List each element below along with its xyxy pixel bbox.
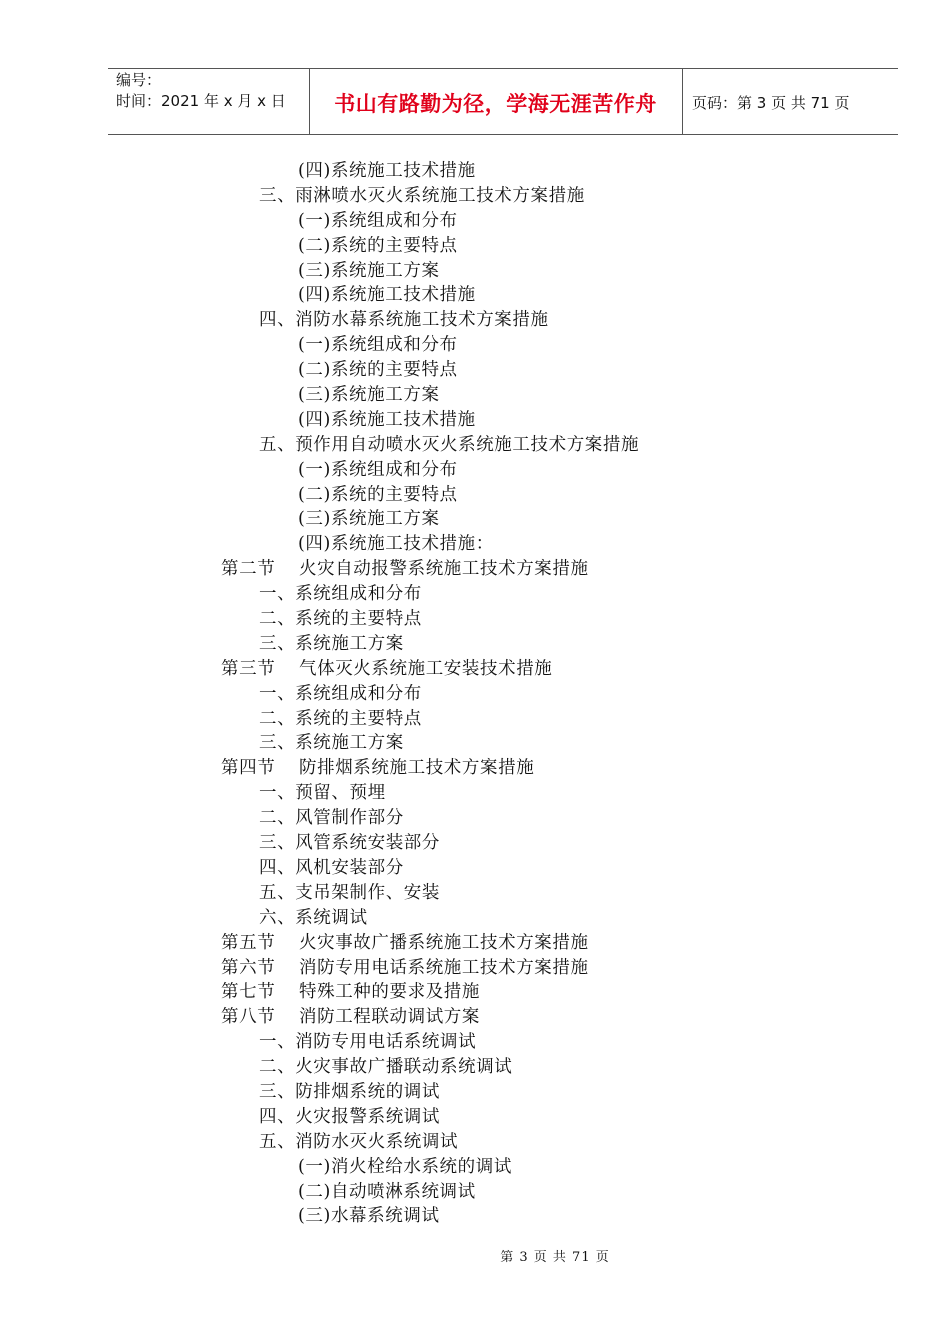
- toc-entry: [0, 781, 950, 806]
- date-label: 时间：2021 年 x 月 x 日: [116, 92, 286, 110]
- toc-entry: [0, 1055, 950, 1080]
- toc-entry: [0, 1130, 950, 1155]
- toc-entry-text: 气体灭火系统施工安装技术措施: [299, 658, 553, 679]
- toc-entry-text: 五、支吊架制作、安装: [259, 882, 440, 903]
- toc-entry-text: 消防工程联动调试方案: [299, 1007, 480, 1028]
- toc-entry: [0, 408, 950, 433]
- toc-entry-text: 一、预留、预埋: [259, 783, 386, 804]
- toc-entry-text: 五、消防水灭火系统调试: [259, 1131, 459, 1152]
- toc-entry: [0, 333, 950, 358]
- toc-entry-text: (二)系统的主要特点: [298, 484, 458, 505]
- toc-entry: [0, 856, 950, 881]
- toc-entry: [0, 731, 950, 756]
- toc-entry: [0, 632, 950, 657]
- toc-entry-text: 五、预作用自动喷水灭火系统施工技术方案措施: [259, 434, 640, 455]
- toc-section-number: 第八节: [221, 1007, 276, 1028]
- toc-entry-text: (一)系统组成和分布: [298, 459, 458, 480]
- toc-entry-text: (一)消火栓给水系统的调试: [298, 1156, 512, 1177]
- toc-entry-text: (二)系统的主要特点: [298, 360, 458, 381]
- toc-entry-text: 特殊工种的要求及措施: [299, 982, 480, 1003]
- toc-entry-text: 三、防排烟系统的调试: [259, 1081, 440, 1102]
- doc-number-label: 编号：: [116, 71, 162, 89]
- toc-entry-text: 防排烟系统施工技术方案措施: [299, 758, 535, 779]
- toc-entry-text: 火灾事故广播系统施工技术方案措施: [299, 932, 589, 953]
- footer-page-number: 第 3 页 共 71 页: [500, 1250, 610, 1265]
- header-divider-right: [682, 68, 683, 134]
- toc-entry: [0, 308, 950, 333]
- toc-entry: [0, 707, 950, 732]
- toc-entry-text: 一、消防专用电话系统调试: [259, 1032, 477, 1053]
- toc-entry: [0, 1204, 950, 1229]
- toc-entry-text: 三、风管系统安装部分: [259, 833, 440, 854]
- toc-entry-text: 消防专用电话系统施工技术方案措施: [299, 957, 589, 978]
- header-top-rule: [108, 68, 898, 69]
- toc-section-number: 第六节: [221, 957, 276, 978]
- toc-entry: [0, 956, 950, 981]
- toc-entry: [0, 1180, 950, 1205]
- toc-entry-text: 四、风机安装部分: [259, 857, 404, 878]
- toc-entry-text: 二、系统的主要特点: [259, 708, 422, 729]
- toc-entry: [0, 1155, 950, 1180]
- toc-entry-text: 四、消防水幕系统施工技术方案措施: [259, 310, 549, 331]
- toc-entry: [0, 507, 950, 532]
- toc-entry: [0, 383, 950, 408]
- toc-entry: [0, 980, 950, 1005]
- toc-section-number: 第二节: [221, 559, 276, 580]
- toc-entry-text: 三、系统施工方案: [259, 733, 404, 754]
- toc-entry: [0, 483, 950, 508]
- toc-entry: [0, 682, 950, 707]
- toc-entry: [0, 1080, 950, 1105]
- toc-section-number: 第七节: [221, 982, 276, 1003]
- toc-entry: [0, 358, 950, 383]
- toc-entry: [0, 906, 950, 931]
- toc-entry: [0, 532, 950, 557]
- toc-entry: [0, 458, 950, 483]
- toc-entry-text: (四)系统施工技术措施: [298, 409, 476, 430]
- table-of-contents: [0, 159, 950, 1229]
- toc-entry: [0, 1105, 950, 1130]
- toc-entry: [0, 831, 950, 856]
- toc-entry: [0, 557, 950, 582]
- toc-entry-text: 三、系统施工方案: [259, 633, 404, 654]
- toc-entry: [0, 259, 950, 284]
- header-meta: [116, 70, 286, 112]
- toc-entry: [0, 1030, 950, 1055]
- toc-entry: [0, 1005, 950, 1030]
- header-motto: 书山有路勤为径，学海无涯苦作舟: [334, 92, 657, 116]
- toc-entry-text: (四)系统施工技术措施: [298, 161, 476, 181]
- toc-entry-text: 一、系统组成和分布: [259, 584, 422, 605]
- header-bottom-rule: [108, 134, 898, 135]
- toc-entry: [0, 756, 950, 781]
- toc-section-number: 第五节: [221, 932, 276, 953]
- toc-entry-text: 一、系统组成和分布: [259, 683, 422, 704]
- toc-entry-text: (一)系统组成和分布: [298, 210, 458, 231]
- toc-entry-text: 四、火灾报警系统调试: [259, 1106, 440, 1127]
- toc-section-number: 第四节: [221, 758, 276, 779]
- toc-entry-text: 二、风管制作部分: [259, 808, 404, 829]
- toc-entry: [0, 607, 950, 632]
- toc-entry: [0, 283, 950, 308]
- toc-entry: [0, 234, 950, 259]
- toc-entry-text: (三)系统施工方案: [298, 509, 440, 530]
- toc-entry-text: (三)系统施工方案: [298, 385, 440, 406]
- toc-entry-text: 二、火灾事故广播联动系统调试: [259, 1057, 513, 1078]
- page-footer: [0, 1246, 950, 1265]
- toc-section-number: 第三节: [221, 658, 276, 679]
- toc-entry-text: (三)系统施工方案: [298, 260, 440, 281]
- toc-entry-text: (四)系统施工技术措施: [298, 285, 476, 306]
- toc-entry-text: 火灾自动报警系统施工技术方案措施: [299, 559, 589, 580]
- toc-entry: [0, 433, 950, 458]
- toc-entry: [0, 159, 950, 184]
- toc-entry-text: 三、雨淋喷水灭火系统施工技术方案措施: [259, 185, 585, 206]
- toc-entry-text: (一)系统组成和分布: [298, 335, 458, 356]
- toc-entry: [0, 209, 950, 234]
- toc-entry-text: (三)水幕系统调试: [298, 1206, 440, 1227]
- toc-entry: [0, 881, 950, 906]
- toc-entry-text: (二)系统的主要特点: [298, 235, 458, 256]
- toc-entry-text: 六、系统调试: [259, 907, 368, 928]
- toc-entry: [0, 657, 950, 682]
- toc-entry: [0, 582, 950, 607]
- toc-entry-text: (四)系统施工技术措施：: [298, 534, 494, 555]
- header-page-info: 页码：第 3 页 共 71 页: [692, 94, 850, 112]
- toc-entry: [0, 931, 950, 956]
- toc-entry-text: (二)自动喷淋系统调试: [298, 1181, 476, 1202]
- toc-entry: [0, 806, 950, 831]
- toc-entry: [0, 184, 950, 209]
- toc-entry-text: 二、系统的主要特点: [259, 609, 422, 630]
